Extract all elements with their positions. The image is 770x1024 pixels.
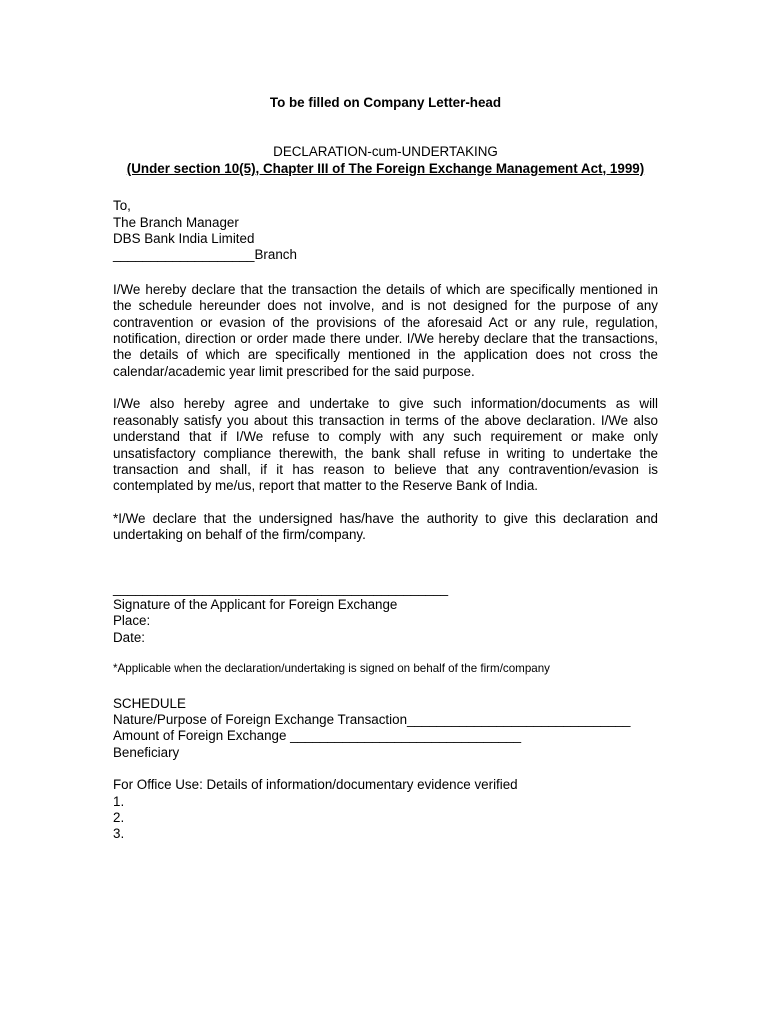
schedule-heading: SCHEDULE — [113, 695, 186, 711]
declaration-paragraph: I/We hereby declare that the transaction the details of which are specifically mentioned in the schedule hereunder does not involve, and is not designed for the purpose of any contravention or evasion of the provisions of the aforesaid Act or any rule, regulation, notification, direction or order made there under. I/We hereby declare that the transactions, the details of which are specifically mentioned in the application does not cross the calendar/academic year limit prescribed for the said purpose. — [113, 281, 658, 379]
office-use-item: 3. — [113, 826, 125, 842]
signature-label: Signature of the Applicant for Foreign Exchange — [113, 596, 398, 612]
schedule-amount: Amount of Foreign Exchange _______________________________ — [113, 728, 522, 744]
address-recipient: The Branch Manager — [113, 214, 239, 230]
office-use-item: 2. — [113, 810, 125, 825]
place-label: Place: — [113, 613, 151, 629]
schedule-block — [113, 696, 658, 762]
signature-block — [113, 581, 658, 647]
office-use-heading: For Office Use: Details of information/documentary evidence verified — [113, 777, 518, 793]
document-subtitle: (Under section 10(5), Chapter III of The Foreign Exchange Management Act, 1999) — [126, 160, 645, 176]
office-use-block — [113, 777, 658, 843]
office-use-item: 1. — [113, 793, 125, 809]
date-label: Date: — [113, 629, 146, 645]
undertaking-paragraph: I/We also hereby agree and undertake to give such information/documents as will reasonably satisfy you about this transaction in terms of the above declaration. I/We also understand that if I/We refuse to comply with any such requirement or make only unsatisfactory compliance therewith, the bank shall refuse in writing to undertake the transaction and shall, if it has reason to believe that any contravention/evasion is contemplated by me/us, report that matter to the Reserve Bank of India. — [113, 396, 658, 494]
address-bank: DBS Bank India Limited — [113, 231, 255, 247]
address-block — [113, 198, 658, 264]
footnote: *Applicable when the declaration/undertaking is signed on behalf of the firm/company — [113, 662, 550, 676]
authority-paragraph: *I/We declare that the undersigned has/have the authority to give this declaration and undertaking on behalf of the firm/company. — [113, 510, 658, 543]
schedule-nature: Nature/Purpose of Foreign Exchange Transaction______________________________ — [113, 711, 631, 727]
address-to: To, — [113, 198, 131, 214]
signature-line: _____________________________________________ — [113, 580, 449, 596]
document-title: DECLARATION-cum-UNDERTAKING — [273, 144, 498, 160]
address-branch: ___________________Branch — [113, 247, 297, 263]
schedule-beneficiary: Beneficiary — [113, 744, 180, 760]
letterhead-note: To be filled on Company Letter-head — [269, 95, 502, 110]
declaration-document — [113, 92, 658, 843]
